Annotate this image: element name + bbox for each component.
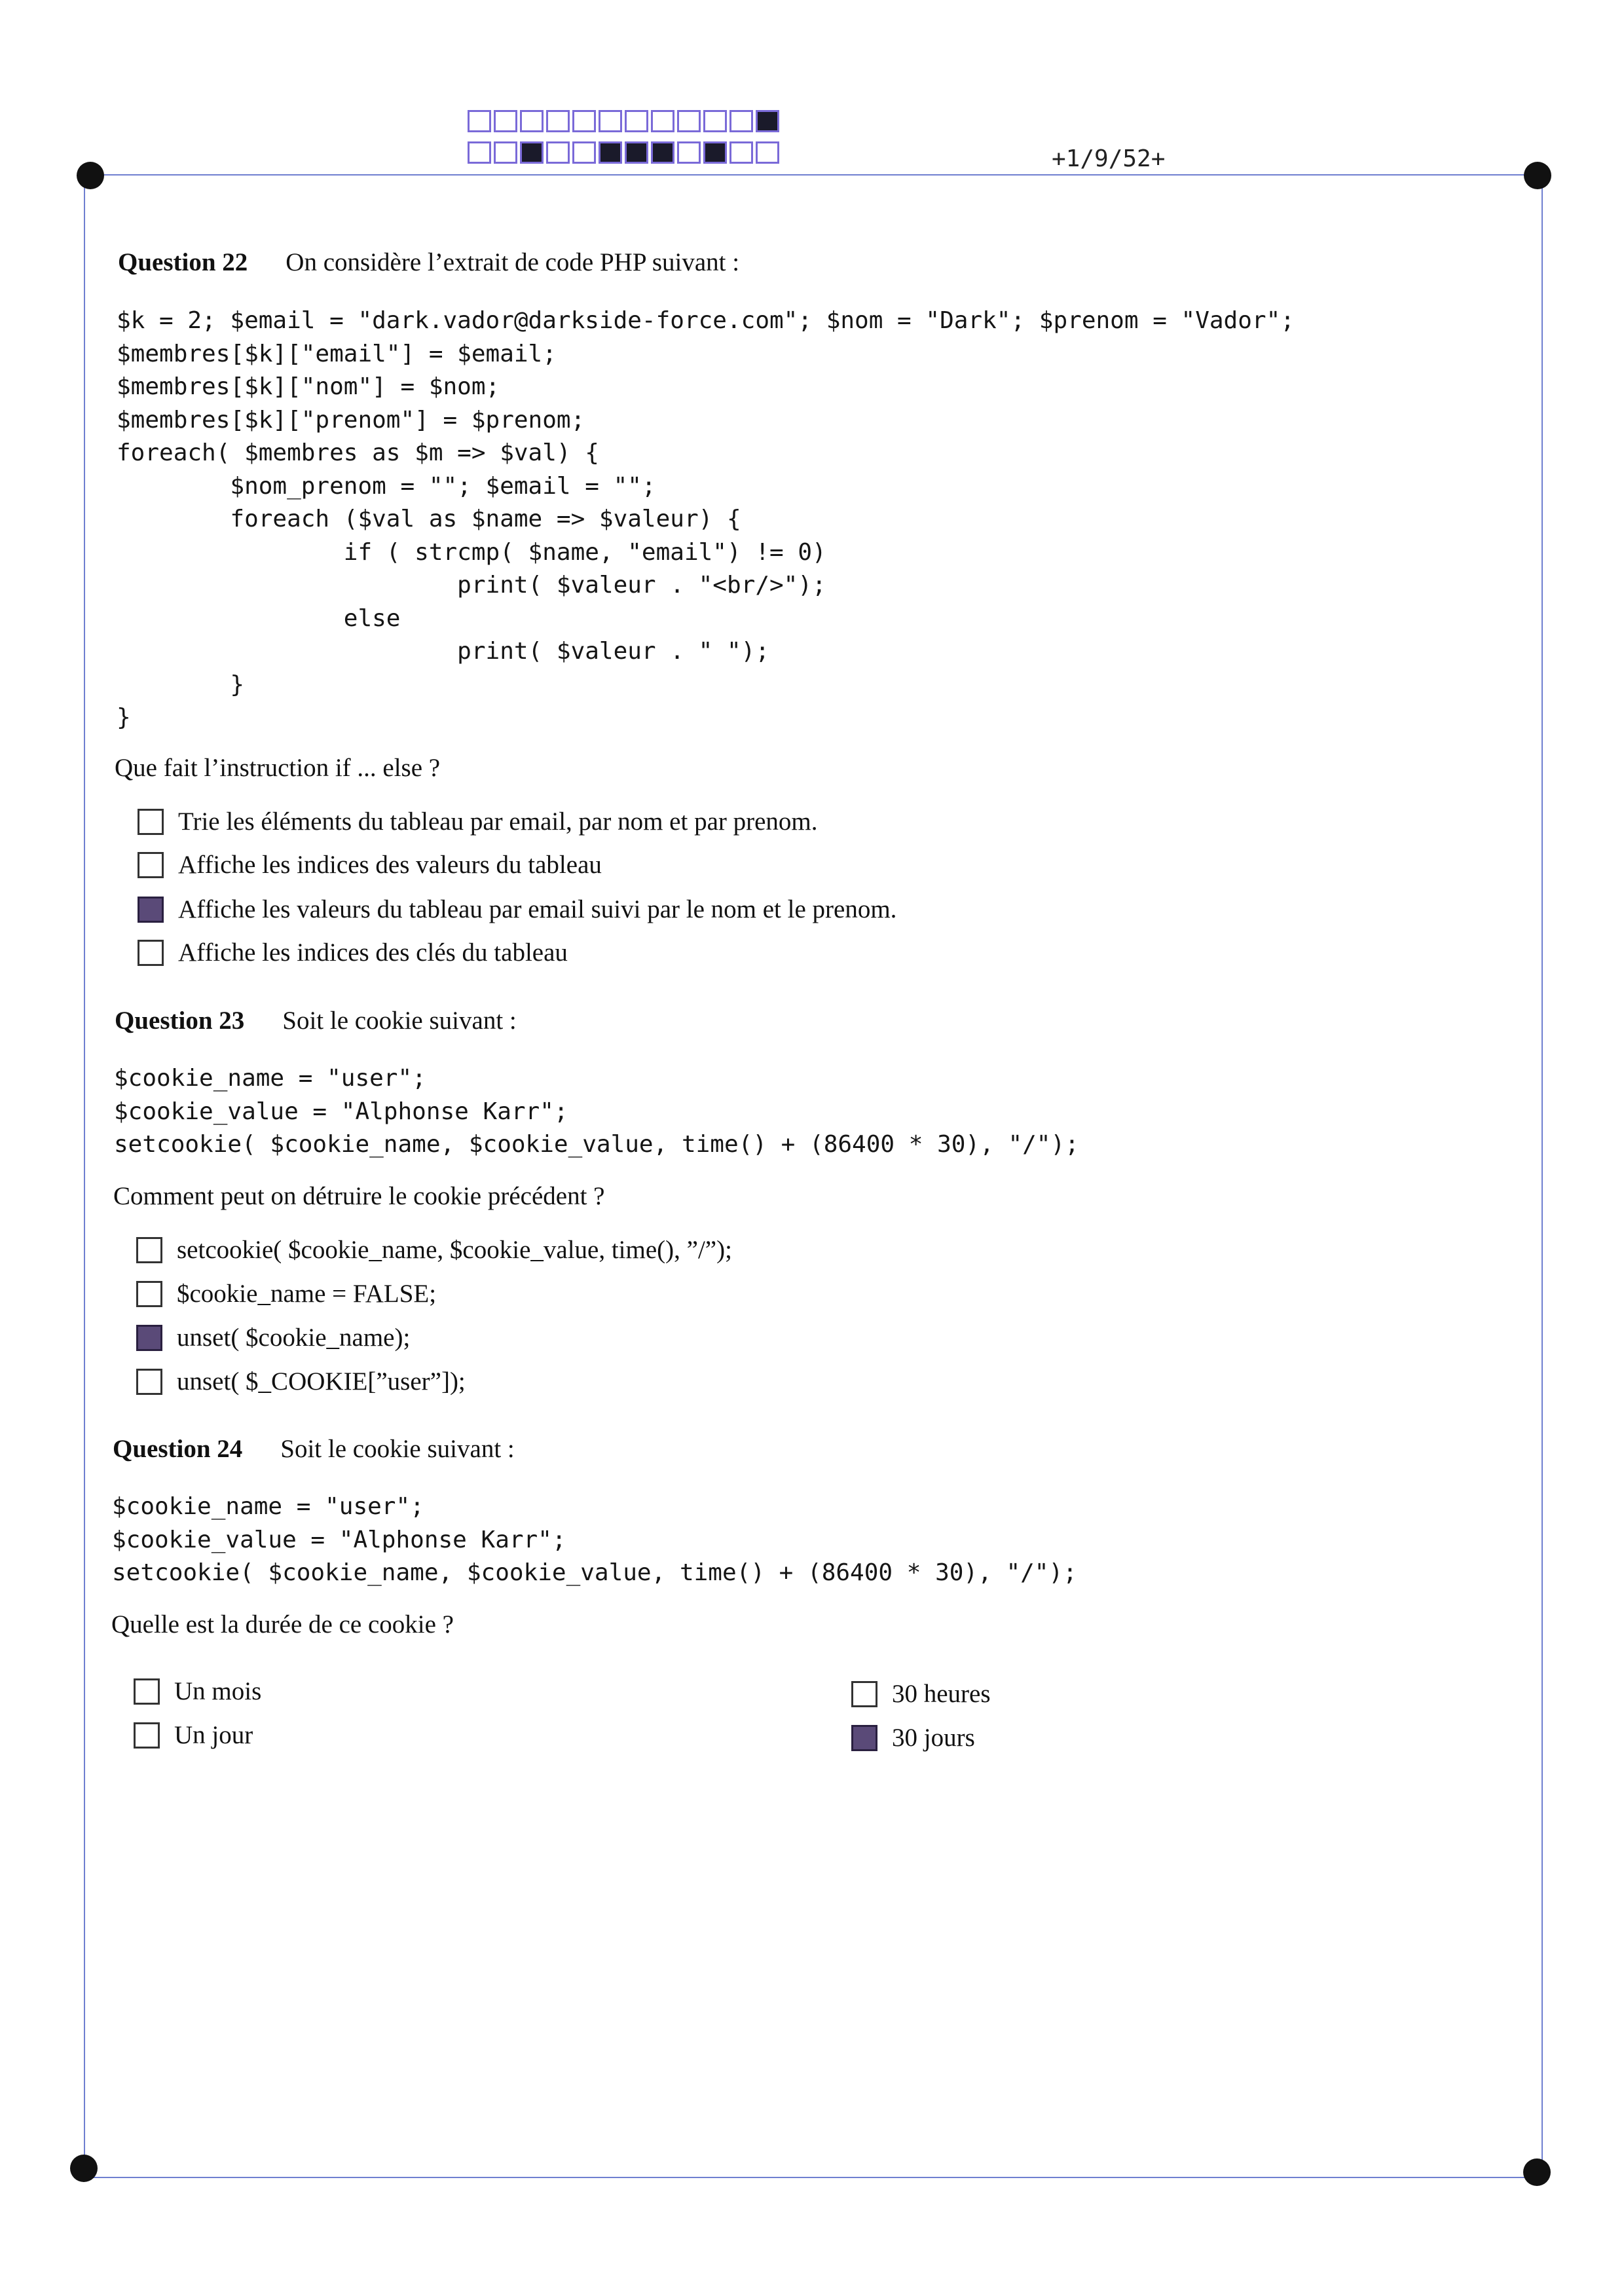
barcode-cell xyxy=(625,141,648,164)
corner-mark-bottom-right xyxy=(1523,2158,1551,2186)
barcode-cell xyxy=(651,141,674,164)
answer-checkbox[interactable] xyxy=(136,1281,162,1307)
barcode-cell xyxy=(599,141,622,164)
page-id: +1/9/52+ xyxy=(1052,145,1166,172)
barcode-cell xyxy=(599,110,622,132)
barcode-cell xyxy=(572,141,596,164)
answer-choice[interactable] xyxy=(134,1676,261,1706)
answer-checkbox[interactable] xyxy=(136,1325,162,1351)
answer-label: Un mois xyxy=(174,1677,262,1705)
corner-mark-bottom-left xyxy=(70,2155,98,2182)
barcode-cell xyxy=(756,110,779,132)
barcode-cell xyxy=(677,141,701,164)
answer-label: 30 heures xyxy=(892,1680,991,1708)
answer-label: unset( $_COOKIE[”user”]); xyxy=(177,1367,466,1396)
barcode-cell xyxy=(520,110,544,132)
answer-checkbox[interactable] xyxy=(138,897,164,923)
answer-choice[interactable] xyxy=(136,1367,466,1396)
answer-label: Affiche les indices des clés du tableau xyxy=(178,938,568,967)
answer-choice[interactable] xyxy=(136,1235,732,1265)
answer-choice[interactable] xyxy=(136,1279,436,1308)
barcode-cell xyxy=(729,141,753,164)
question-prompt: Comment peut on détruire le cookie précédent ? xyxy=(113,1182,605,1210)
barcode-cell xyxy=(729,110,753,132)
answer-checkbox[interactable] xyxy=(134,1678,160,1705)
answer-label: $cookie_name = FALSE; xyxy=(177,1280,437,1308)
answer-label: Un jour xyxy=(174,1721,253,1749)
answer-label: Affiche les valeurs du tableau par email suivi par le nom et le prenom. xyxy=(178,895,897,923)
answer-choice[interactable] xyxy=(138,807,818,836)
barcode-cell xyxy=(468,110,491,132)
barcode-cell xyxy=(546,110,570,132)
answer-checkbox[interactable] xyxy=(138,940,164,966)
code-block: $cookie_name = "user"; $cookie_value = "Alphonse Karr"; setcookie( $cookie_name, $cookie_value, time() + (86400 * 30), "/"); xyxy=(114,1065,1079,1158)
answer-checkbox[interactable] xyxy=(136,1237,162,1263)
corner-mark-top-left xyxy=(77,162,104,189)
question-prompt: Quelle est la durée de ce cookie ? xyxy=(111,1610,454,1639)
question-intro: On considère l’extrait de code PHP suivant : xyxy=(286,248,740,276)
answer-checkbox[interactable] xyxy=(134,1722,160,1749)
barcode-cell xyxy=(703,110,727,132)
barcode-cell xyxy=(546,141,570,164)
code-block: $cookie_name = "user"; $cookie_value = "Alphonse Karr"; setcookie( $cookie_name, $cookie_value, time() + (86400 * 30), "/"); xyxy=(112,1493,1077,1586)
barcode-cell xyxy=(625,110,648,132)
answer-checkbox[interactable] xyxy=(851,1725,877,1751)
question-intro: Soit le cookie suivant : xyxy=(282,1007,517,1035)
question-prompt: Que fait l’instruction if ... else ? xyxy=(115,754,441,782)
question-header xyxy=(113,1434,515,1464)
question-number: Question 23 xyxy=(115,1007,245,1035)
answer-choice[interactable] xyxy=(138,938,568,967)
barcode-cell xyxy=(756,141,779,164)
barcode-row-2 xyxy=(468,141,782,164)
barcode-row-1 xyxy=(468,110,782,132)
answer-label: Trie les éléments du tableau par email, par nom et par prenom. xyxy=(178,807,818,836)
answer-choice[interactable] xyxy=(138,850,602,880)
question-intro: Soit le cookie suivant : xyxy=(280,1435,515,1463)
barcode-cell xyxy=(572,110,596,132)
barcode-cell xyxy=(494,141,517,164)
question-header xyxy=(115,1006,517,1035)
question-number: Question 24 xyxy=(113,1435,243,1463)
barcode-cell xyxy=(494,110,517,132)
answer-checkbox[interactable] xyxy=(136,1369,162,1395)
answer-choice[interactable] xyxy=(138,895,896,924)
barcode-cell xyxy=(520,141,544,164)
barcode-cell xyxy=(703,141,727,164)
answer-checkbox[interactable] xyxy=(851,1681,877,1707)
answer-label: Affiche les indices des valeurs du tableau xyxy=(178,851,602,879)
code-block: $k = 2; $email = "dark.vador@darkside-force.com"; $nom = "Dark"; $prenom = "Vador"; $membres[$k]["email"] = $email; $membres[$k]["nom"] = $nom; $membres[$k]["prenom"] = $prenom; foreach( $membres as $m => $val) { $nom_prenom = ""; $email = ""; foreach ($val as $name => $valeur) { if ( strcmp( $name, "email") != 0) print( $valeur . "<br/>"); else print( $valeur . " "); } } xyxy=(117,307,1295,731)
answer-checkbox[interactable] xyxy=(138,852,164,878)
answer-choice[interactable] xyxy=(851,1723,975,1752)
answer-choice[interactable] xyxy=(136,1323,410,1352)
barcode-cell xyxy=(468,141,491,164)
answer-label: unset( $cookie_name); xyxy=(177,1324,411,1352)
answer-choice[interactable] xyxy=(851,1679,991,1709)
question-header xyxy=(118,248,739,277)
corner-mark-top-right xyxy=(1524,162,1551,189)
question-number: Question 22 xyxy=(118,248,248,276)
barcode-cell xyxy=(651,110,674,132)
barcode-cell xyxy=(677,110,701,132)
answer-label: 30 jours xyxy=(892,1724,975,1752)
answer-checkbox[interactable] xyxy=(138,809,164,835)
answer-choice[interactable] xyxy=(134,1720,253,1750)
answer-label: setcookie( $cookie_name, $cookie_value, time(), ”/”); xyxy=(177,1236,732,1264)
